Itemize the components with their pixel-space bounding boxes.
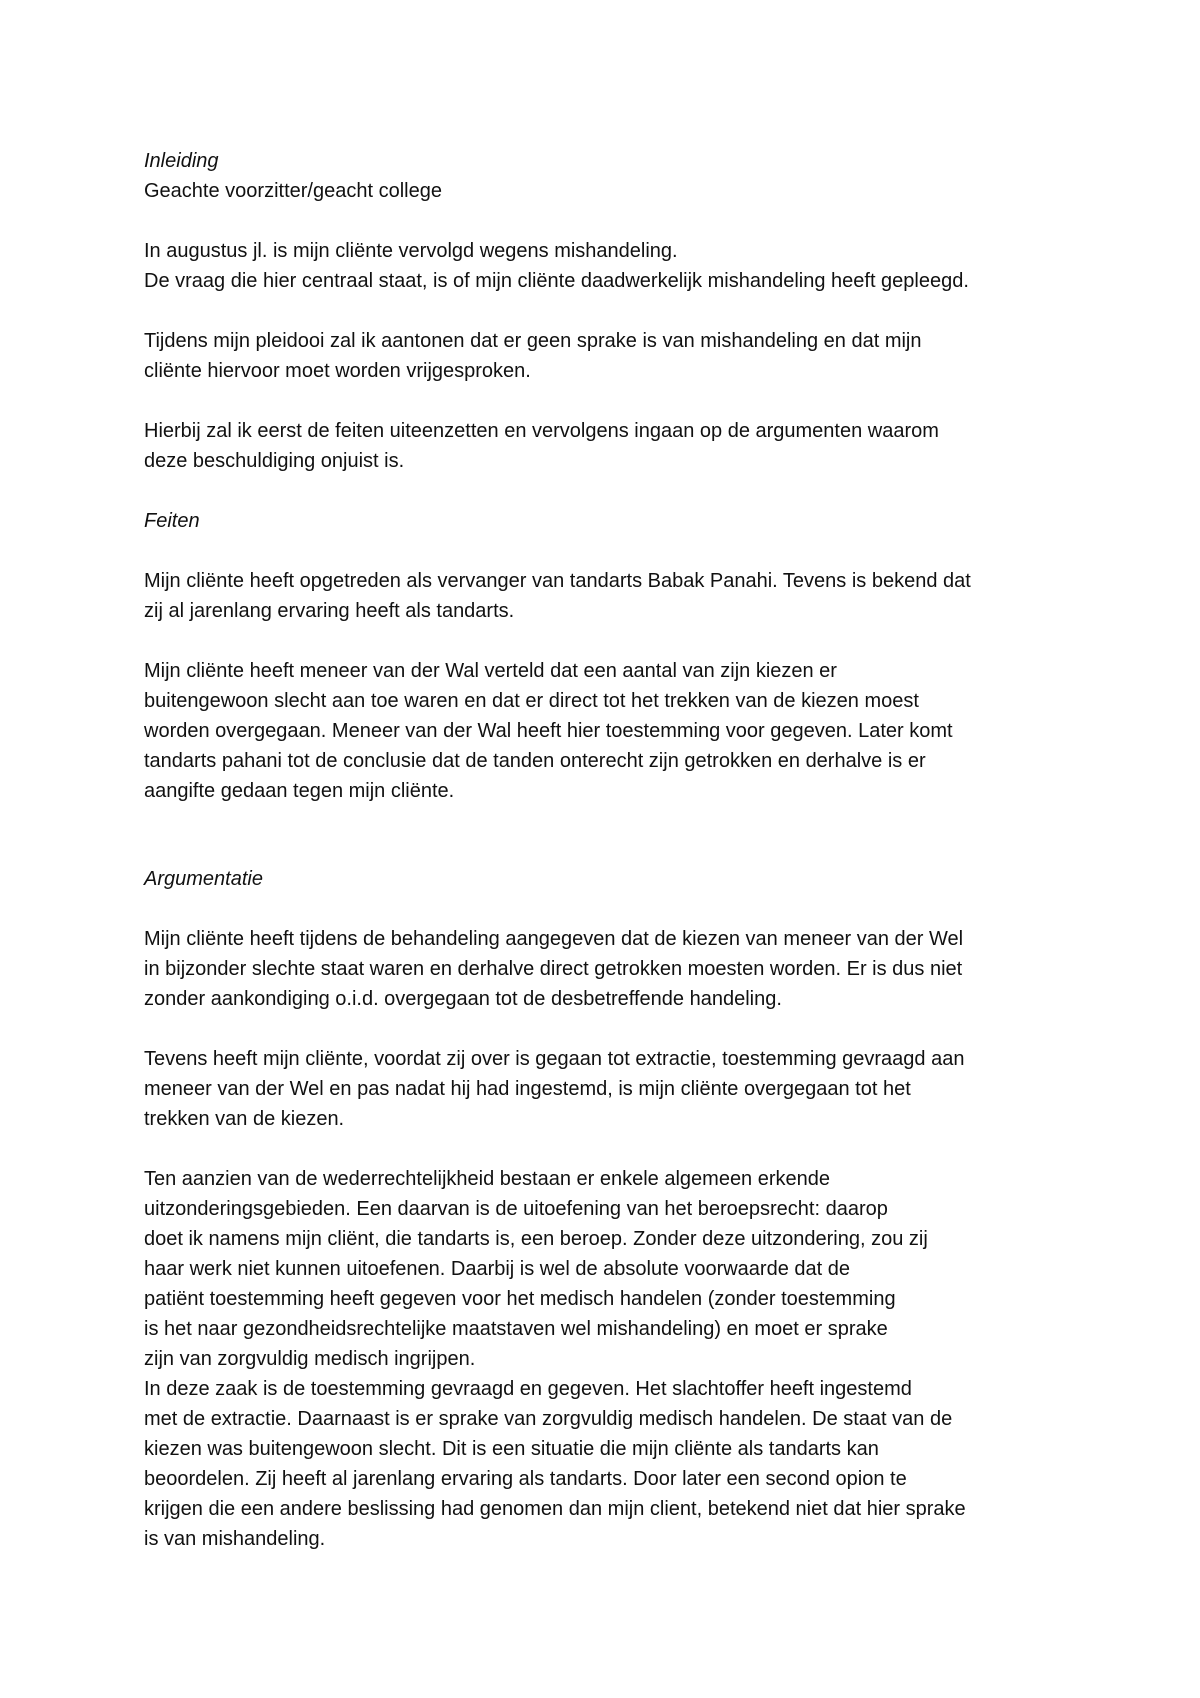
paragraph-gap (144, 386, 1064, 416)
paragraph-gap (144, 1134, 1064, 1164)
section-heading-argumentatie: Argumentatie (144, 868, 263, 890)
text-line: haar werk niet kunnen uitoefenen. Daarbij is wel de absolute voorwaarde dat de (144, 1258, 850, 1280)
text-line: trekken van de kiezen. (144, 1108, 345, 1130)
paragraph (144, 416, 1064, 476)
paragraph (144, 566, 1064, 626)
text-line: doet ik namens mijn cliënt, die tandarts is, een beroep. Zonder deze uitzondering, zou zij (144, 1228, 928, 1250)
document-body (144, 146, 1064, 1554)
paragraph (144, 1164, 1064, 1554)
text-line: uitzonderingsgebieden. Een daarvan is de uitoefening van het beroepsrecht: daarop (144, 1198, 888, 1220)
paragraph-gap (144, 536, 1064, 566)
text-line: Tijdens mijn pleidooi zal ik aantonen dat er geen sprake is van mishandeling en dat mijn (144, 330, 922, 352)
paragraph (144, 1044, 1064, 1134)
paragraph-gap (144, 206, 1064, 236)
text-line: in bijzonder slechte staat waren en derhalve direct getrokken moesten worden. Er is dus niet (144, 958, 963, 980)
text-line: Tevens heeft mijn cliënte, voordat zij over is gegaan tot extractie, toestemming gevraagd aan (144, 1048, 965, 1070)
text-line: aangifte gedaan tegen mijn cliënte. (144, 780, 455, 802)
text-line: Ten aanzien van de wederrechtelijkheid bestaan er enkele algemeen erkende (144, 1168, 831, 1190)
text-line: Mijn cliënte heeft tijdens de behandeling aangegeven dat de kiezen van meneer van der Wel (144, 928, 964, 950)
paragraph (144, 924, 1064, 1014)
text-line: De vraag die hier centraal staat, is of mijn cliënte daadwerkelijk mishandeling heeft gepleegd. (144, 270, 969, 292)
text-line: tandarts pahani tot de conclusie dat de tanden onterecht zijn getrokken en derhalve is er (144, 750, 926, 772)
text-line: is het naar gezondheidsrechtelijke maatstaven wel mishandeling) en moet er sprake (144, 1318, 888, 1340)
text-line: met de extractie. Daarnaast is er sprake van zorgvuldig medisch handelen. De staat van de (144, 1408, 953, 1430)
text-line: zijn van zorgvuldig medisch ingrijpen. (144, 1348, 476, 1370)
text-line: In deze zaak is de toestemming gevraagd en gegeven. Het slachtoffer heeft ingestemd (144, 1378, 912, 1400)
text-line: buitengewoon slecht aan toe waren en dat er direct tot het trekken van de kiezen moest (144, 690, 919, 712)
paragraph-gap (144, 626, 1064, 656)
text-line: zonder aankondiging o.i.d. overgegaan tot de desbetreffende handeling. (144, 988, 782, 1010)
paragraph (144, 236, 1064, 296)
text-line: deze beschuldiging onjuist is. (144, 450, 405, 472)
text-line: Mijn cliënte heeft opgetreden als vervanger van tandarts Babak Panahi. Tevens is bekend dat (144, 570, 971, 592)
text-line: Hierbij zal ik eerst de feiten uiteenzetten en vervolgens ingaan op de argumenten waarom (144, 420, 939, 442)
text-line: meneer van der Wel en pas nadat hij had ingestemd, is mijn cliënte overgegaan tot het (144, 1078, 911, 1100)
text-line: Mijn cliënte heeft meneer van der Wal verteld dat een aantal van zijn kiezen er (144, 660, 837, 682)
text-line: is van mishandeling. (144, 1528, 326, 1550)
paragraph-gap (144, 296, 1064, 326)
text-line: beoordelen. Zij heeft al jarenlang ervaring als tandarts. Door later een second opion te (144, 1468, 907, 1490)
text-line: kiezen was buitengewoon slecht. Dit is een situatie die mijn cliënte als tandarts kan (144, 1438, 879, 1460)
section-heading-feiten: Feiten (144, 510, 200, 532)
section-gap (144, 806, 1064, 864)
text-line: cliënte hiervoor moet worden vrijgesproken. (144, 360, 531, 382)
text-line: patiënt toestemming heeft gegeven voor het medisch handelen (zonder toestemming (144, 1288, 896, 1310)
paragraph-gap (144, 894, 1064, 924)
text-line: In augustus jl. is mijn cliënte vervolgd wegens mishandeling. (144, 240, 678, 262)
salutation: Geachte voorzitter/geacht college (144, 180, 442, 202)
section-heading-inleiding: Inleiding (144, 150, 219, 172)
paragraph-gap (144, 476, 1064, 506)
text-line: worden overgegaan. Meneer van der Wal heeft hier toestemming voor gegeven. Later komt (144, 720, 953, 742)
paragraph-gap (144, 1014, 1064, 1044)
text-line: zij al jarenlang ervaring heeft als tandarts. (144, 600, 515, 622)
paragraph (144, 326, 1064, 386)
text-line: krijgen die een andere beslissing had genomen dan mijn client, betekend niet dat hier sprake (144, 1498, 966, 1520)
paragraph (144, 656, 1064, 806)
